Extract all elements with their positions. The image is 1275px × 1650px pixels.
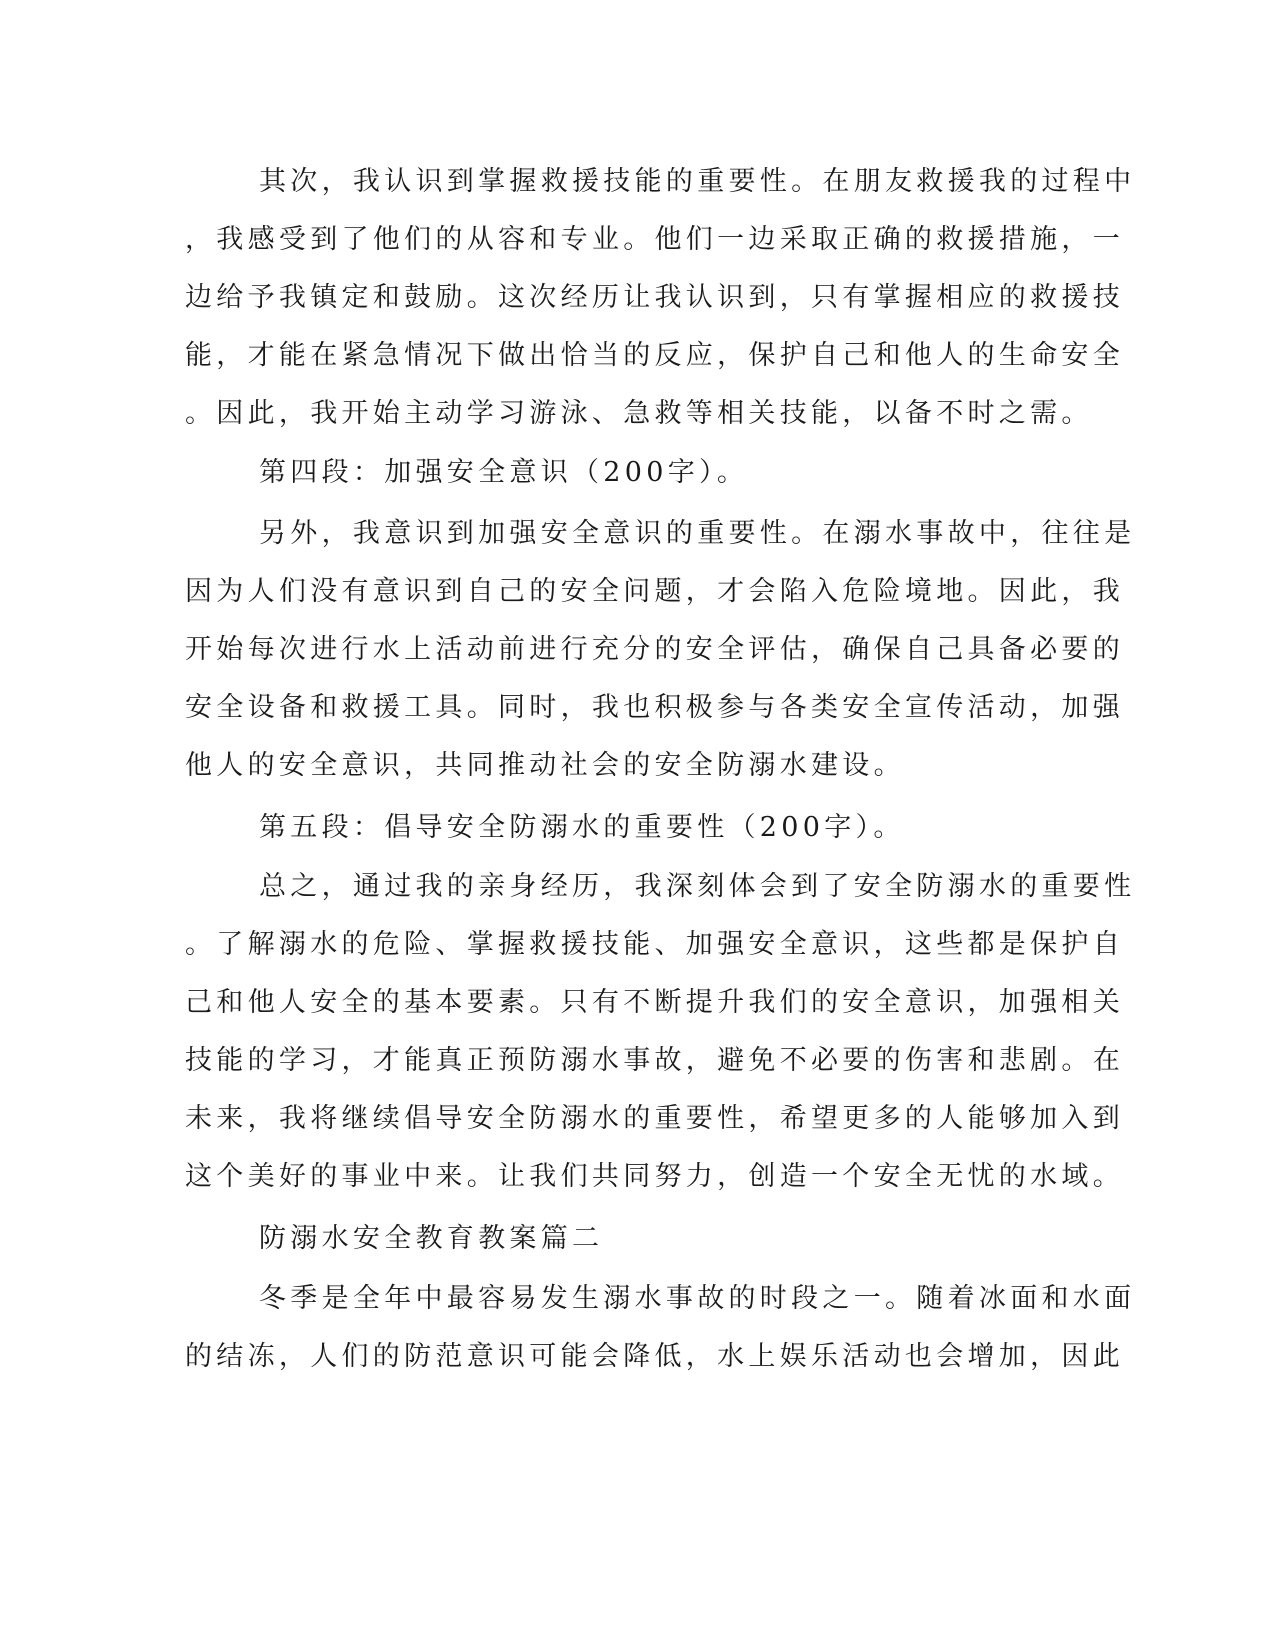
paragraph-line: 技能的学习，才能真正预防溺水事故，避免不必要的伤害和悲剧。在 <box>185 1045 1124 1076</box>
paragraph-line: 另外，我意识到加强安全意识的重要性。在溺水事故中，往往是 <box>259 518 1136 549</box>
section-heading: 第四段：加强安全意识（200字）。 <box>259 457 749 488</box>
paragraph-line: ，我感受到了他们的从容和专业。他们一边采取正确的救援措施，一 <box>185 224 1124 255</box>
paragraph-line: 因为人们没有意识到自己的安全问题，才会陷入危险境地。因此，我 <box>185 576 1124 607</box>
paragraph-line: 安全设备和救援工具。同时，我也积极参与各类安全宣传活动，加强 <box>185 692 1124 723</box>
paragraph-line: 。因此，我开始主动学习游泳、急救等相关技能，以备不时之需。 <box>185 398 1093 429</box>
paragraph-line: 未来，我将继续倡导安全防溺水的重要性，希望更多的人能够加入到 <box>185 1103 1124 1134</box>
paragraph-line: 的结冻，人们的防范意识可能会降低，水上娱乐活动也会增加，因此 <box>185 1341 1124 1372</box>
paragraph-line: 。了解溺水的危险、掌握救援技能、加强安全意识，这些都是保护自 <box>185 929 1124 960</box>
paragraph-line: 能，才能在紧急情况下做出恰当的反应，保护自己和他人的生命安全 <box>185 340 1124 371</box>
paragraph-line: 开始每次进行水上活动前进行充分的安全评估，确保自己具备必要的 <box>185 634 1124 665</box>
paragraph-line: 这个美好的事业中来。让我们共同努力，创造一个安全无忧的水域。 <box>185 1161 1124 1192</box>
section-heading: 防溺水安全教育教案篇二 <box>259 1223 604 1254</box>
paragraph-line: 他人的安全意识，共同推动社会的安全防溺水建设。 <box>185 750 905 781</box>
section-heading: 第五段：倡导安全防溺水的重要性（200字）。 <box>259 812 905 843</box>
paragraph-line: 边给予我镇定和鼓励。这次经历让我认识到，只有掌握相应的救援技 <box>185 282 1124 313</box>
paragraph-line: 总之，通过我的亲身经历，我深刻体会到了安全防溺水的重要性 <box>259 871 1136 902</box>
paragraph-line: 己和他人安全的基本要素。只有不断提升我们的安全意识，加强相关 <box>185 987 1124 1018</box>
paragraph-line: 其次，我认识到掌握救援技能的重要性。在朋友救援我的过程中 <box>259 166 1136 197</box>
paragraph-line: 冬季是全年中最容易发生溺水事故的时段之一。随着冰面和水面 <box>259 1283 1136 1314</box>
